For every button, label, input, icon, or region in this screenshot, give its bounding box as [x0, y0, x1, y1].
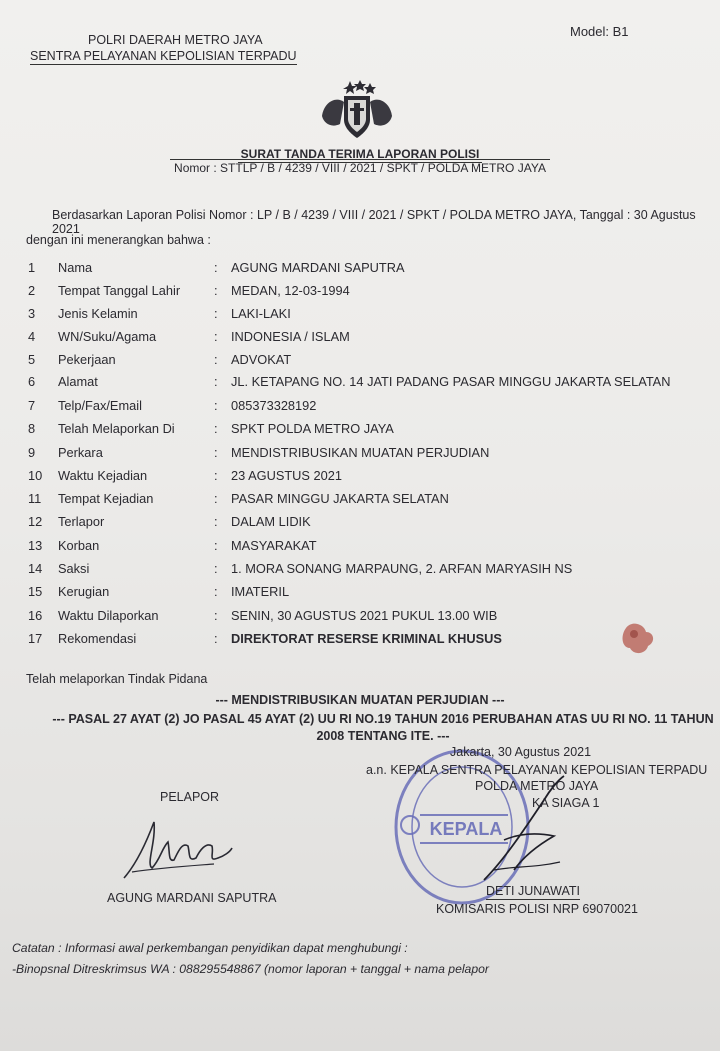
field-label: Jenis Kelamin	[58, 306, 138, 321]
field-number: 16	[28, 608, 43, 623]
field-value: SPKT POLDA METRO JAYA	[231, 421, 394, 436]
field-colon: :	[214, 283, 218, 298]
field-colon: :	[214, 514, 218, 529]
field-number: 17	[28, 631, 43, 646]
field-label: Telp/Fax/Email	[58, 398, 142, 413]
note-line-1: Catatan : Informasi awal perkembangan penyidikan dapat menghubungi :	[12, 941, 408, 955]
field-row	[0, 398, 720, 420]
field-colon: :	[214, 631, 218, 646]
field-number: 14	[28, 561, 43, 576]
field-number: 12	[28, 514, 43, 529]
model-code: Model: B1	[570, 24, 629, 39]
reporter-signature-icon	[118, 812, 238, 884]
field-label: Alamat	[58, 374, 98, 389]
field-number: 9	[28, 445, 36, 460]
field-label: Korban	[58, 538, 100, 553]
field-row	[0, 584, 720, 606]
field-row	[0, 421, 720, 443]
field-colon: :	[214, 374, 218, 389]
field-value: IMATERIL	[231, 584, 290, 599]
field-colon: :	[214, 538, 218, 553]
field-label: Perkara	[58, 445, 103, 460]
field-row	[0, 306, 720, 328]
field-row	[0, 352, 720, 374]
field-value: SENIN, 30 AGUSTUS 2021 PUKUL 13.00 WIB	[231, 608, 498, 623]
field-colon: :	[214, 445, 218, 460]
field-label: Saksi	[58, 561, 90, 576]
field-number: 13	[28, 538, 43, 553]
field-number: 10	[28, 468, 43, 483]
field-label: Kerugian	[58, 584, 110, 599]
intro-line-2: dengan ini menerangkan bahwa :	[26, 233, 211, 247]
field-label: Rekomendasi	[58, 631, 137, 646]
field-number: 15	[28, 584, 43, 599]
tindak-pidana-pasal: --- PASAL 27 AYAT (2) JO PASAL 45 AYAT (2) UU RI NO.19 TAHUN 2016 PERUBAHAN ATAS UU RI NO. 11 TAHUN 2008 TENTANG ITE. ---	[52, 712, 714, 743]
tindak-pidana-intro: Telah melaporkan Tindak Pidana	[26, 672, 208, 686]
field-row	[0, 445, 720, 467]
field-value: 1. MORA SONANG MARPAUNG, 2. ARFAN MARYASIH NS	[231, 561, 573, 576]
field-number: 6	[28, 374, 36, 389]
field-row	[0, 538, 720, 560]
field-row	[0, 260, 720, 282]
officer-name: DETI JUNAWATI	[486, 884, 580, 898]
field-label: Tempat Tanggal Lahir	[58, 283, 181, 298]
field-colon: :	[214, 306, 218, 321]
officer-signature-icon	[474, 770, 574, 890]
officer-position: KA SIAGA 1	[532, 796, 600, 810]
field-row	[0, 468, 720, 490]
field-number: 3	[28, 306, 36, 321]
field-label: Waktu Kejadian	[58, 468, 148, 483]
document-number: Nomor : STTLP / B / 4239 / VIII / 2021 / SPKT / POLDA METRO JAYA	[0, 161, 720, 175]
reporter-label: PELAPOR	[160, 790, 220, 804]
officer-rank: KOMISARIS POLISI NRP 69070021	[436, 902, 638, 916]
field-label: Pekerjaan	[58, 352, 116, 367]
field-row	[0, 514, 720, 536]
field-colon: :	[214, 608, 218, 623]
on-behalf-of: a.n. KEPALA SENTRA PELAYANAN KEPOLISIAN TERPADU	[366, 763, 708, 777]
ink-stain-icon	[618, 618, 658, 658]
field-value: INDONESIA / ISLAM	[231, 329, 350, 344]
field-row	[0, 608, 720, 630]
tindak-pidana-perkara: --- MENDISTRIBUSIKAN MUATAN PERJUDIAN ---	[215, 693, 505, 707]
field-row	[0, 631, 720, 653]
police-emblem-icon	[318, 80, 396, 144]
field-value: 23 AGUSTUS 2021	[231, 468, 342, 483]
field-value: PASAR MINGGU JAKARTA SELATAN	[231, 491, 449, 506]
polda-name: POLDA METRO JAYA	[475, 779, 599, 793]
field-number: 4	[28, 329, 36, 344]
org-line-1: POLRI DAERAH METRO JAYA	[88, 33, 263, 47]
field-number: 1	[28, 260, 36, 275]
reporter-name: AGUNG MARDANI SAPUTRA	[107, 891, 277, 905]
field-label: Tempat Kejadian	[58, 491, 154, 506]
field-colon: :	[214, 352, 218, 367]
org-line-2: SENTRA PELAYANAN KEPOLISIAN TERPADU	[30, 49, 297, 63]
field-value: MEDAN, 12-03-1994	[231, 283, 350, 298]
field-label: Telah Melaporkan Di	[58, 421, 175, 436]
field-colon: :	[214, 329, 218, 344]
field-value: MENDISTRIBUSIKAN MUATAN PERJUDIAN	[231, 445, 490, 460]
field-value: MASYARAKAT	[231, 538, 317, 553]
field-row	[0, 329, 720, 351]
field-number: 5	[28, 352, 36, 367]
field-label: Nama	[58, 260, 93, 275]
field-colon: :	[214, 468, 218, 483]
field-row	[0, 374, 720, 396]
field-label: WN/Suku/Agama	[58, 329, 157, 344]
field-number: 7	[28, 398, 36, 413]
field-number: 2	[28, 283, 36, 298]
field-row	[0, 491, 720, 513]
field-colon: :	[214, 421, 218, 436]
field-colon: :	[214, 491, 218, 506]
field-colon: :	[214, 561, 218, 576]
field-value: LAKI-LAKI	[231, 306, 291, 321]
field-value: DALAM LIDIK	[231, 514, 311, 529]
field-value: ADVOKAT	[231, 352, 292, 367]
field-number: 8	[28, 421, 36, 436]
field-value: 085373328192	[231, 398, 317, 413]
field-label: Terlapor	[58, 514, 105, 529]
stamp-label: KEPALA	[429, 819, 503, 839]
field-colon: :	[214, 260, 218, 275]
note-line-2: -Binopsnal Ditreskrimsus WA : 088295548867 (nomor laporan + tanggal + nama pelapor	[12, 962, 489, 976]
field-row	[0, 283, 720, 305]
field-row	[0, 561, 720, 583]
field-value: AGUNG MARDANI SAPUTRA	[231, 260, 405, 275]
document-title: SURAT TANDA TERIMA LAPORAN POLISI	[0, 147, 720, 161]
place-date: Jakarta, 30 Agustus 2021	[450, 745, 592, 759]
field-colon: :	[214, 398, 218, 413]
intro-line-1: Berdasarkan Laporan Polisi Nomor : LP / B / 4239 / VIII / 2021 / SPKT / POLDA METRO JAYA, Tanggal : 30 Agustus 2021	[52, 208, 696, 236]
field-label: Waktu Dilaporkan	[58, 608, 159, 623]
field-value: DIREKTORAT RESERSE KRIMINAL KHUSUS	[231, 631, 502, 646]
field-number: 11	[28, 491, 42, 506]
field-value: JL. KETAPANG NO. 14 JATI PADANG PASAR MINGGU JAKARTA SELATAN	[231, 374, 671, 389]
field-colon: :	[214, 584, 218, 599]
